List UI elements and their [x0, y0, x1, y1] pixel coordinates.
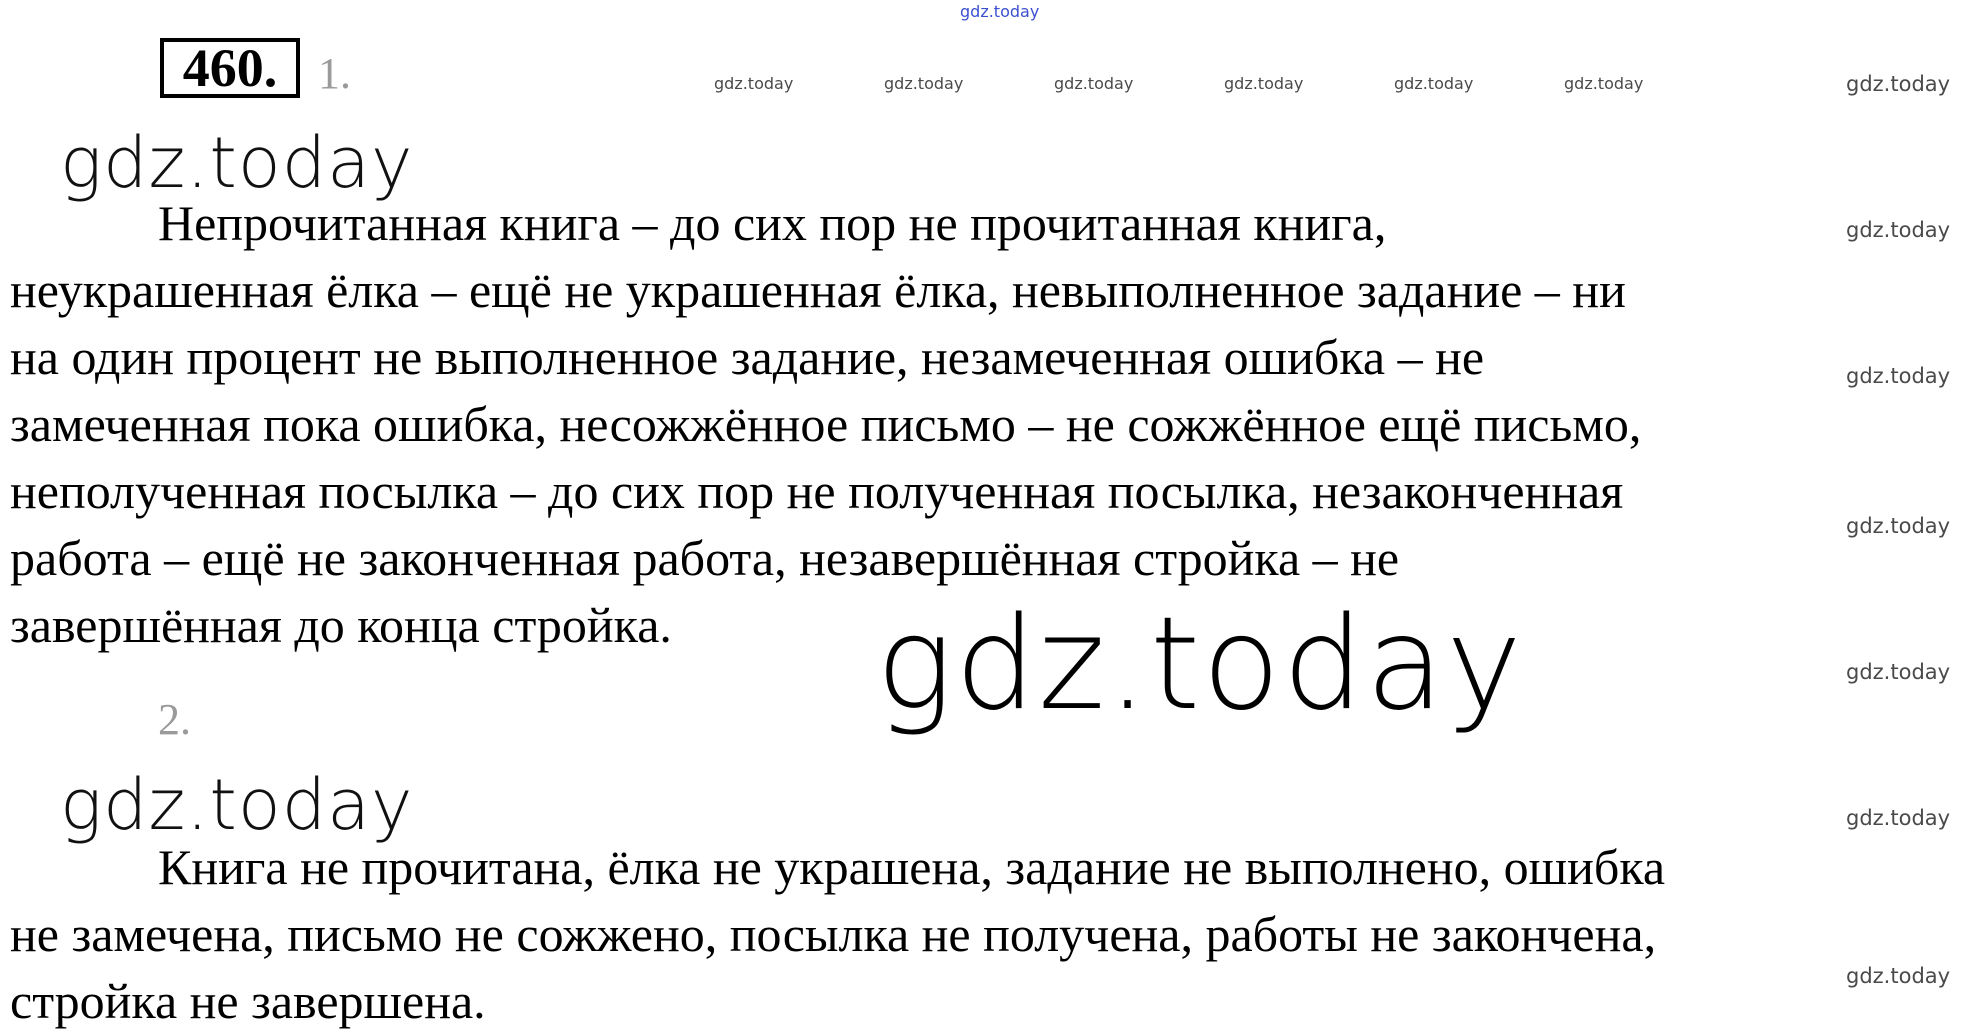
part1-line: на один процент не выполненное задание, незамеченная ошибка – не: [10, 329, 1485, 385]
watermark-center: gdz.today: [876, 590, 1524, 739]
watermark-right-2: gdz.today: [1846, 218, 1951, 242]
part1-line: Непрочитанная книга – до сих пор не прочитанная книга,: [158, 195, 1387, 251]
watermark-right-6: gdz.today: [1846, 806, 1951, 830]
part2-line: Книга не прочитана, ёлка не украшена, задание не выполнено, ошибка: [158, 839, 1666, 895]
task-number: 460.: [160, 38, 300, 98]
watermark-row-1: gdz.today: [714, 74, 794, 93]
watermark-large-2: gdz.today: [60, 764, 414, 846]
part1-line: работа – ещё не законченная работа, незавершённая стройка – не: [10, 530, 1400, 586]
part2-text: [10, 834, 1986, 1035]
watermark-right-4: gdz.today: [1846, 514, 1951, 538]
watermark-right-1: gdz.today: [1846, 72, 1951, 96]
part2-line: стройка не завершена.: [10, 973, 486, 1029]
watermark-row-4: gdz.today: [1224, 74, 1304, 93]
part1-line: неполученная посылка – до сих пор не полученная посылка, незаконченная: [10, 463, 1624, 519]
watermark-large-1: gdz.today: [60, 122, 414, 204]
part1-line: неукрашенная ёлка – ещё не украшенная ёлка, невыполненное задание – ни: [10, 262, 1626, 318]
watermark-right-3: gdz.today: [1846, 364, 1951, 388]
watermark-right-5: gdz.today: [1846, 660, 1951, 684]
part2-label: 2.: [158, 695, 191, 744]
watermark-top: gdz.today: [960, 2, 1040, 21]
watermark-row-6: gdz.today: [1564, 74, 1644, 93]
watermark-row-2: gdz.today: [884, 74, 964, 93]
part1-label: 1.: [318, 49, 351, 98]
watermark-row-3: gdz.today: [1054, 74, 1134, 93]
part1-line: завершённая до конца стройка.: [10, 597, 672, 653]
part1-text: [10, 190, 1986, 659]
part2-line: не замечена, письмо не сожжено, посылка не получена, работы не закончена,: [10, 906, 1657, 962]
part1-line: замеченная пока ошибка, несожжённое письмо – не сожжённое ещё письмо,: [10, 396, 1642, 452]
watermark-right-7: gdz.today: [1846, 964, 1951, 988]
watermark-row-5: gdz.today: [1394, 74, 1474, 93]
